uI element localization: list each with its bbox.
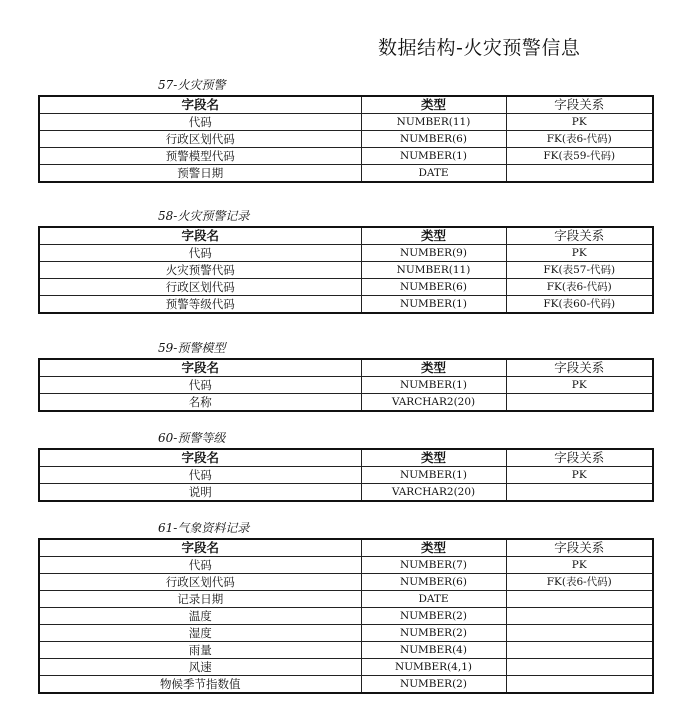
- field-table: [38, 358, 654, 412]
- table-row: [39, 642, 653, 659]
- field-table: [38, 538, 654, 694]
- header-field-name: 字段名: [39, 359, 361, 377]
- cell-type: VARCHAR2(20): [361, 394, 506, 412]
- cell-relation: FK(表6-代码): [506, 279, 653, 296]
- header-relation: 字段关系: [506, 359, 653, 377]
- cell-relation: [506, 608, 653, 625]
- cell-relation: FK(表59-代码): [506, 148, 653, 165]
- cell-relation: [506, 676, 653, 694]
- cell-type: NUMBER(1): [361, 467, 506, 484]
- cell-field-name: 行政区划代码: [39, 131, 361, 148]
- table-row: [39, 279, 653, 296]
- table-row: [39, 484, 653, 502]
- header-field-name: 字段名: [39, 539, 361, 557]
- header-type: 类型: [361, 449, 506, 467]
- header-type: 类型: [361, 359, 506, 377]
- cell-field-name: 预警等级代码: [39, 296, 361, 314]
- cell-type: NUMBER(6): [361, 574, 506, 591]
- cell-field-name: 物候季节指数值: [39, 676, 361, 694]
- cell-type: NUMBER(7): [361, 557, 506, 574]
- table-row: [39, 591, 653, 608]
- table-row: [39, 148, 653, 165]
- table-title: 59-预警模型: [158, 341, 226, 355]
- cell-type: NUMBER(6): [361, 279, 506, 296]
- cell-type: DATE: [361, 591, 506, 608]
- header-type: 类型: [361, 227, 506, 245]
- cell-field-name: 代码: [39, 245, 361, 262]
- header-relation: 字段关系: [506, 227, 653, 245]
- table-title: 58-火灾预警记录: [158, 209, 250, 223]
- table-row: [39, 262, 653, 279]
- cell-type: NUMBER(6): [361, 131, 506, 148]
- table-section: [38, 209, 652, 314]
- cell-type: NUMBER(1): [361, 377, 506, 394]
- cell-relation: FK(表60-代码): [506, 296, 653, 314]
- cell-field-name: 雨量: [39, 642, 361, 659]
- cell-field-name: 代码: [39, 114, 361, 131]
- table-row: [39, 659, 653, 676]
- page-title: 数据结构-火灾预警信息: [378, 37, 581, 59]
- cell-relation: PK: [506, 114, 653, 131]
- table-row: [39, 114, 653, 131]
- cell-type: VARCHAR2(20): [361, 484, 506, 502]
- table-row: [39, 467, 653, 484]
- cell-type: NUMBER(2): [361, 676, 506, 694]
- table-row: [39, 608, 653, 625]
- cell-type: NUMBER(11): [361, 114, 506, 131]
- cell-field-name: 风速: [39, 659, 361, 676]
- cell-relation: PK: [506, 245, 653, 262]
- cell-relation: [506, 165, 653, 183]
- cell-relation: FK(表6-代码): [506, 131, 653, 148]
- cell-field-name: 记录日期: [39, 591, 361, 608]
- header-field-name: 字段名: [39, 227, 361, 245]
- cell-type: NUMBER(9): [361, 245, 506, 262]
- cell-type: NUMBER(4): [361, 642, 506, 659]
- cell-field-name: 代码: [39, 557, 361, 574]
- cell-type: NUMBER(2): [361, 625, 506, 642]
- cell-field-name: 行政区划代码: [39, 574, 361, 591]
- table-row: [39, 245, 653, 262]
- field-table: [38, 95, 654, 183]
- table-row: [39, 625, 653, 642]
- cell-field-name: 火灾预警代码: [39, 262, 361, 279]
- table-section: [38, 341, 652, 412]
- table-row: [39, 377, 653, 394]
- cell-relation: [506, 642, 653, 659]
- table-title: 60-预警等级: [158, 431, 226, 445]
- cell-relation: PK: [506, 557, 653, 574]
- table-header-row: [39, 539, 653, 557]
- cell-field-name: 说明: [39, 484, 361, 502]
- cell-field-name: 名称: [39, 394, 361, 412]
- table-section: [38, 431, 652, 502]
- table-row: [39, 557, 653, 574]
- table-row: [39, 676, 653, 694]
- cell-type: NUMBER(1): [361, 148, 506, 165]
- cell-relation: [506, 659, 653, 676]
- cell-relation: PK: [506, 377, 653, 394]
- table-row: [39, 131, 653, 148]
- header-relation: 字段关系: [506, 449, 653, 467]
- cell-field-name: 代码: [39, 377, 361, 394]
- table-header-row: [39, 359, 653, 377]
- cell-field-name: 预警日期: [39, 165, 361, 183]
- table-title: 57-火灾预警: [158, 78, 226, 92]
- header-relation: 字段关系: [506, 96, 653, 114]
- cell-relation: FK(表57-代码): [506, 262, 653, 279]
- table-section: [38, 78, 652, 183]
- table-title: 61-气象资料记录: [158, 521, 250, 535]
- table-header-row: [39, 227, 653, 245]
- table-header-row: [39, 449, 653, 467]
- cell-field-name: 预警模型代码: [39, 148, 361, 165]
- header-field-name: 字段名: [39, 96, 361, 114]
- cell-field-name: 温度: [39, 608, 361, 625]
- header-type: 类型: [361, 539, 506, 557]
- cell-field-name: 代码: [39, 467, 361, 484]
- cell-type: NUMBER(4,1): [361, 659, 506, 676]
- cell-relation: [506, 591, 653, 608]
- cell-type: NUMBER(11): [361, 262, 506, 279]
- cell-relation: [506, 625, 653, 642]
- cell-type: DATE: [361, 165, 506, 183]
- table-row: [39, 394, 653, 412]
- cell-type: NUMBER(2): [361, 608, 506, 625]
- cell-field-name: 行政区划代码: [39, 279, 361, 296]
- header-relation: 字段关系: [506, 539, 653, 557]
- field-table: [38, 226, 654, 314]
- cell-field-name: 湿度: [39, 625, 361, 642]
- field-table: [38, 448, 654, 502]
- cell-relation: [506, 484, 653, 502]
- header-type: 类型: [361, 96, 506, 114]
- header-field-name: 字段名: [39, 449, 361, 467]
- cell-relation: [506, 394, 653, 412]
- table-row: [39, 574, 653, 591]
- table-section: [38, 521, 652, 694]
- table-header-row: [39, 96, 653, 114]
- cell-type: NUMBER(1): [361, 296, 506, 314]
- cell-relation: PK: [506, 467, 653, 484]
- cell-relation: FK(表6-代码): [506, 574, 653, 591]
- table-row: [39, 296, 653, 314]
- table-row: [39, 165, 653, 183]
